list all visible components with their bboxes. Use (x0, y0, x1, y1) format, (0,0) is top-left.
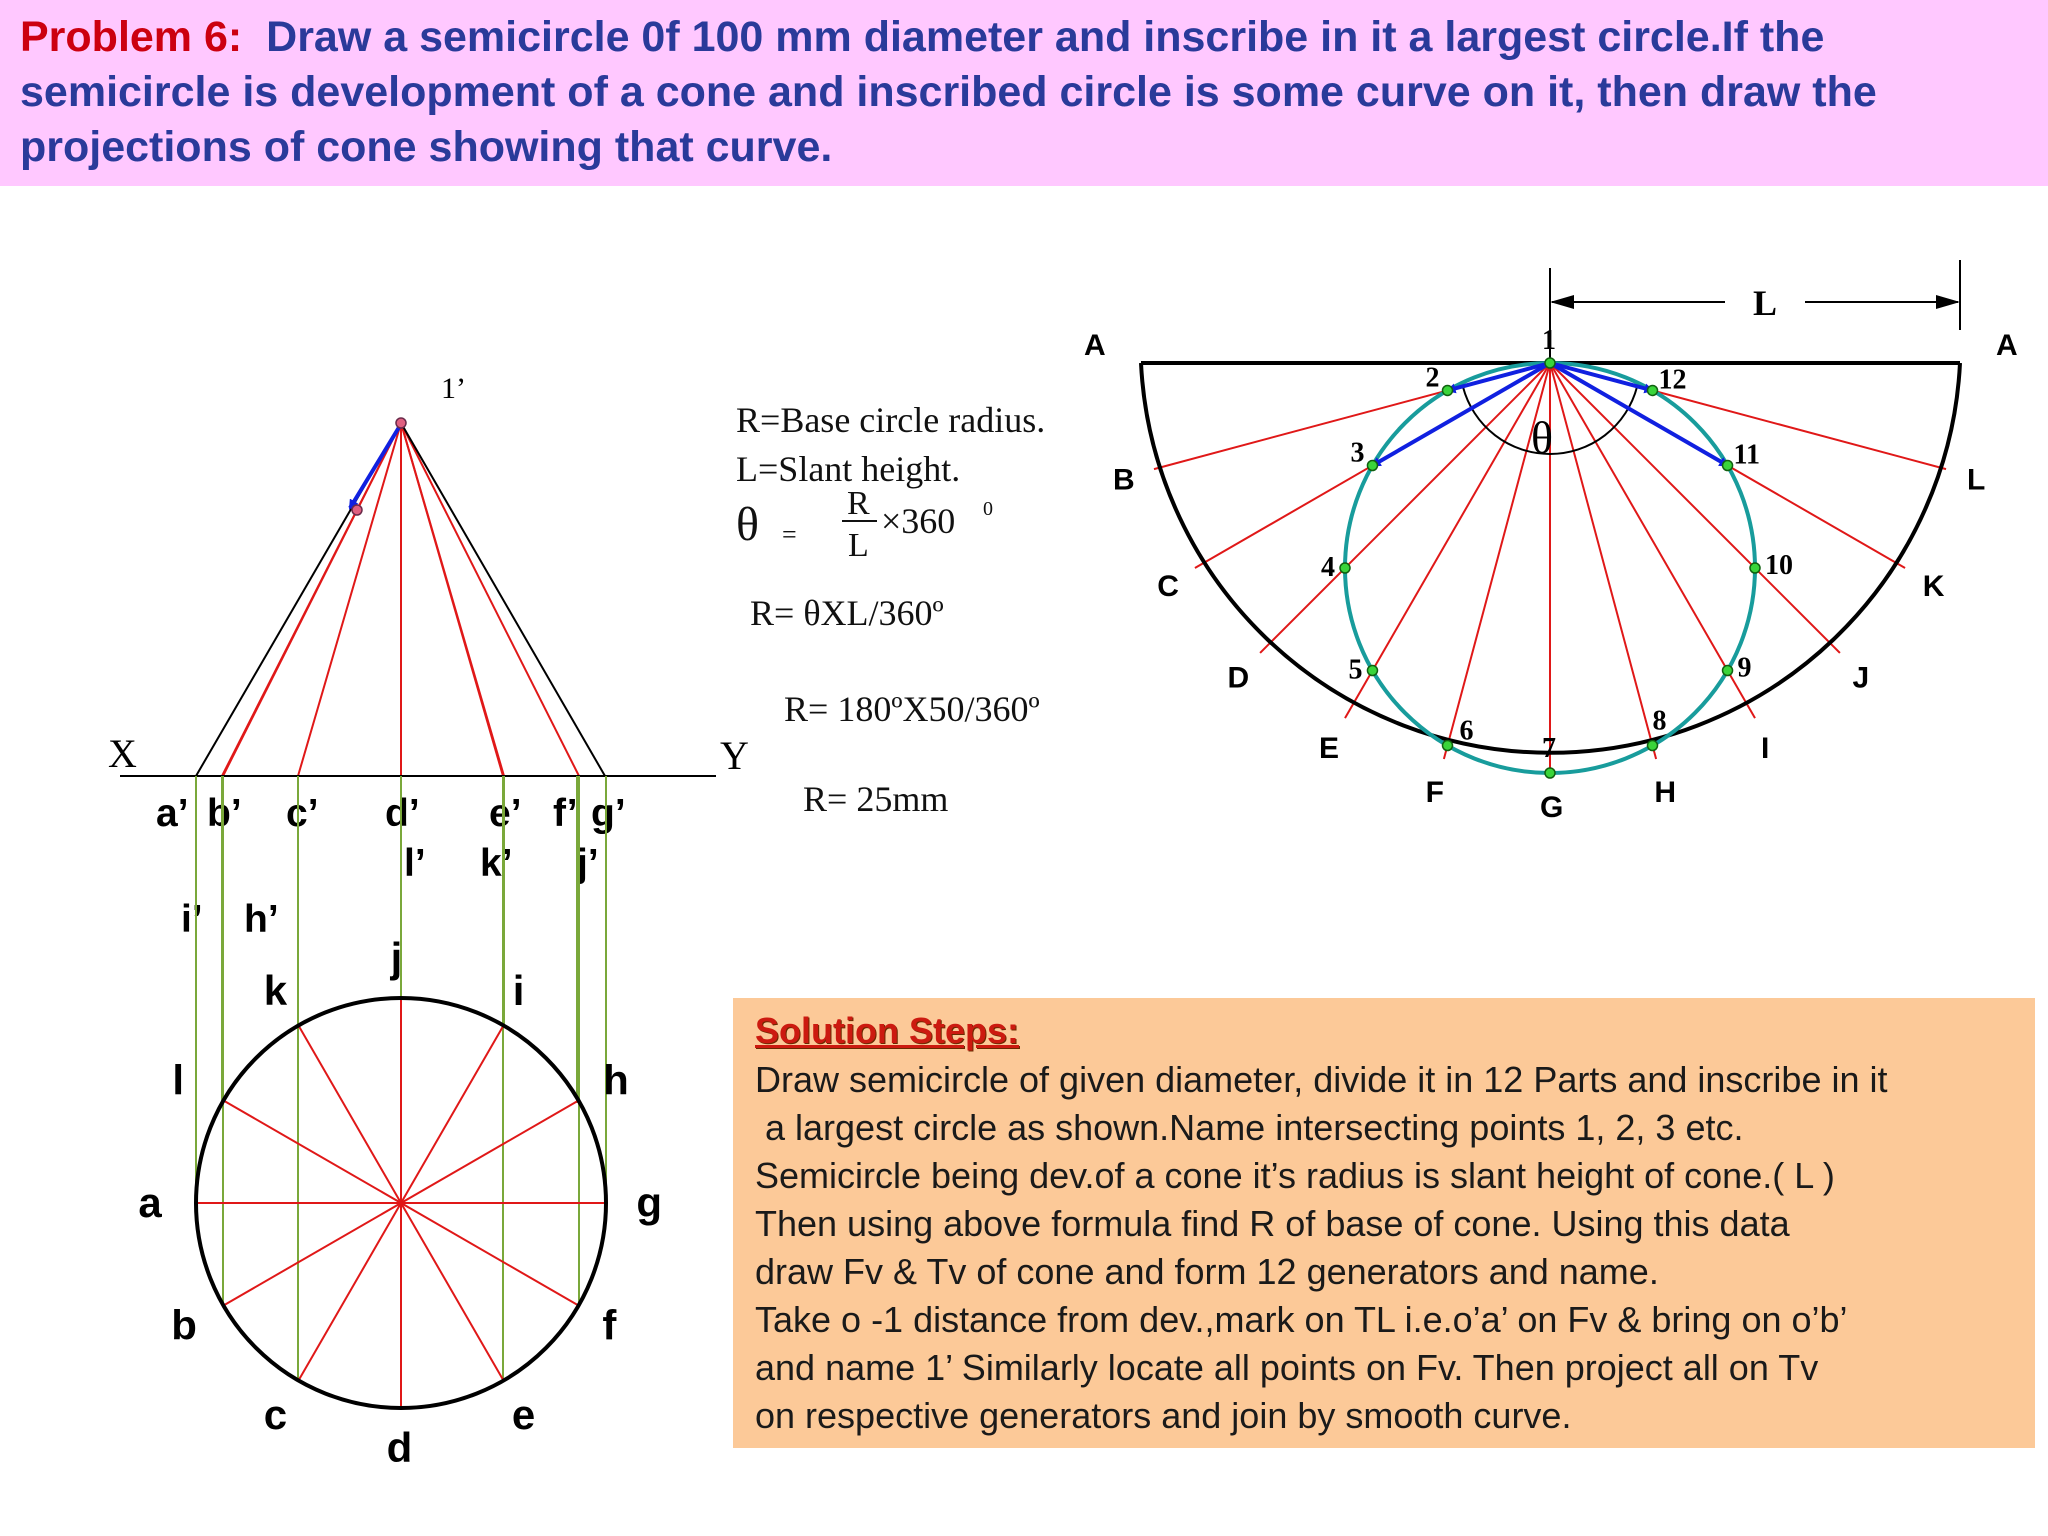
dev-point-11 (1723, 461, 1733, 471)
y-label: Y (720, 733, 749, 778)
dev-generator-J (1550, 363, 1840, 653)
true-length-arrow (350, 424, 401, 508)
dev-label-B: B (1113, 463, 1135, 497)
cone-right-edge (401, 423, 605, 776)
dev-label-L: L (1966, 463, 1986, 497)
tv-label-d: d (386, 1424, 413, 1471)
dev-inner-label-1: 1 (1542, 325, 1556, 356)
label-l-prime: l’ (404, 842, 426, 885)
x-label: X (108, 731, 137, 776)
dev-inner-label-10: 10 (1765, 550, 1793, 581)
tv-label-h: h (603, 1056, 629, 1104)
solution-line-2: a largest circle as shown.Name intersecting points 1, 2, 3 etc. (755, 1107, 1744, 1148)
dev-label-K: K (1922, 570, 1945, 603)
problem-number: Problem 6: (20, 13, 243, 61)
solution-line-5: draw Fv & Tv of cone and form 12 generators and name. (755, 1251, 1659, 1292)
tv-label-g: g (636, 1179, 663, 1226)
dev-generator-H (1550, 363, 1656, 759)
top-view (138, 934, 662, 1471)
formula-r-equation-3: R= 25mm (803, 779, 949, 819)
dev-generator-D (1260, 363, 1550, 653)
dev-inner-label-6: 6 (1459, 715, 1474, 747)
label-d-prime: d’ (385, 792, 420, 835)
formula-theta: θ (736, 498, 759, 551)
dev-point-3 (1367, 461, 1377, 471)
dev-point-6 (1443, 741, 1453, 751)
formula-equals: = (782, 520, 797, 549)
solution-steps-box (733, 998, 2035, 1448)
label-k-prime: k’ (480, 842, 513, 885)
fv-generators (222, 423, 579, 776)
dev-inner-label-8: 8 (1652, 705, 1667, 737)
distance-arrow-12 (1550, 363, 1653, 390)
dev-label-A: A (1084, 329, 1106, 362)
tv-label-i: i (512, 966, 525, 1014)
dev-point-4 (1340, 563, 1350, 573)
formula-r-definition: R=Base circle radius. (736, 400, 1046, 440)
problem-text-1: Draw a semicircle 0f 100 mm diameter and inscribe in it a largest circle.If the (266, 13, 1825, 61)
label-g-prime: g’ (591, 792, 626, 835)
fv-generator-6 (401, 423, 579, 776)
dev-point-12 (1648, 385, 1658, 395)
tv-label-l: l (172, 1056, 185, 1104)
dev-label-H: H (1654, 775, 1677, 809)
dev-label-I: I (1761, 731, 1770, 765)
theta-label: θ (1531, 412, 1554, 463)
label-f-prime: f’ (553, 792, 578, 835)
dev-label-J: J (1852, 661, 1870, 695)
tv-label-k: k (263, 966, 288, 1014)
dev-inner-label-9: 9 (1737, 652, 1752, 684)
solution-line-3: Semicircle being dev.of a cone it’s radius is slant height of cone.( L ) (755, 1155, 1835, 1196)
dev-point-9 (1723, 666, 1733, 676)
dev-point-2 (1443, 385, 1453, 395)
formula-degree: 0 (983, 498, 993, 520)
solution-line-8: on respective generators and join by smooth curve. (755, 1395, 1572, 1436)
tv-label-j: j (390, 934, 403, 981)
point-1-prime (352, 505, 362, 515)
dev-label-E: E (1319, 731, 1340, 765)
formula-denominator: L (848, 527, 869, 564)
label-e-prime: e’ (489, 792, 522, 835)
dev-inner-label-5: 5 (1348, 654, 1363, 686)
dev-inner-label-4: 4 (1321, 552, 1335, 583)
dev-inner-label-7: 7 (1542, 733, 1556, 764)
solution-line-1: Draw semicircle of given diameter, divide it in 12 Parts and inscribe in it (755, 1059, 1888, 1100)
dev-label-C: C (1157, 570, 1179, 603)
tv-label-f: f (602, 1301, 617, 1349)
apex-label: 1’ (441, 372, 466, 405)
dev-point-7 (1545, 768, 1555, 778)
fv-generator-2 (298, 423, 401, 776)
formula-times-360: ×360 (881, 501, 956, 541)
label-h-prime: h’ (244, 898, 279, 941)
dev-inner-label-2: 2 (1425, 362, 1440, 394)
formula-l-definition: L=Slant height. (736, 449, 961, 489)
dev-point-5 (1367, 666, 1377, 676)
solution-steps-title: Solution Steps: (755, 1010, 1019, 1051)
dev-point-8 (1648, 741, 1658, 751)
dev-label-A-end: A (1996, 329, 2018, 362)
label-b-prime: b’ (207, 792, 242, 835)
tv-label-a: a (138, 1179, 162, 1226)
solution-line-4: Then using above formula find R of base of cone. Using this data (755, 1203, 1790, 1244)
solution-line-7: and name 1’ Similarly locate all points on Fv. Then project all on Tv (755, 1347, 1819, 1388)
dev-inner-label-3: 3 (1350, 437, 1365, 469)
dev-inner-label-12: 12 (1658, 364, 1687, 396)
formula-block (736, 400, 1045, 819)
label-c-prime: c’ (286, 792, 319, 835)
dev-inner-label-11: 11 (1733, 439, 1761, 471)
dev-point-1 (1545, 358, 1555, 368)
fv-point-labels (156, 792, 626, 941)
dev-point-10 (1750, 563, 1760, 573)
tv-label-b: b (171, 1301, 197, 1349)
problem-text-2: semicircle is development of a cone and inscribed circle is some curve on it, then draw the (20, 68, 1877, 116)
dev-label-G: G (1540, 791, 1564, 824)
problem-text-3: projections of cone showing that curve. (20, 123, 833, 171)
formula-numerator: R (847, 485, 870, 522)
dimension-label-l: L (1752, 283, 1778, 323)
dev-generator-I (1550, 363, 1755, 718)
dev-label-D: D (1227, 661, 1250, 695)
formula-r-equation-2: R= 180ºX50/360º (784, 689, 1040, 729)
dev-generator-E (1345, 363, 1550, 718)
tv-label-c: c (263, 1391, 288, 1439)
front-view (108, 372, 749, 941)
distance-arrow-2 (1448, 363, 1551, 390)
cone-development (1084, 260, 2018, 824)
fv-generator-5 (401, 423, 504, 776)
label-a-prime: a’ (156, 792, 189, 835)
formula-r-equation-1: R= θXL/360º (750, 593, 944, 633)
fv-generator-8 (222, 423, 401, 776)
tv-label-e: e (511, 1391, 536, 1439)
dev-label-F: F (1425, 775, 1444, 809)
solution-line-6: Take o -1 distance from dev.,mark on TL i.e.o’a’ on Fv & bring on o’b’ (755, 1299, 1848, 1340)
label-i-prime: i’ (181, 898, 203, 941)
label-j-prime: j’ (577, 842, 599, 885)
apex-point (396, 418, 406, 428)
tv-generators (196, 998, 606, 1408)
